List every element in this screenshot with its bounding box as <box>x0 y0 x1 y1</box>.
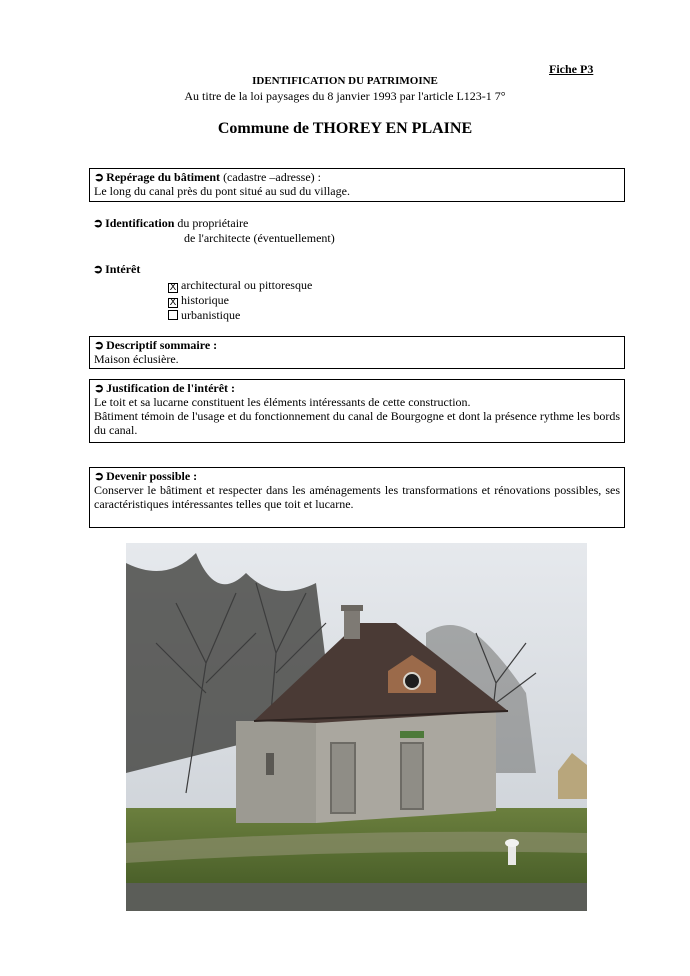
justification-line-2: Bâtiment témoin de l'usage et du fonctionnement du canal de Bourgogne et dont la présence rythme les bords du canal. <box>94 409 620 437</box>
building-photo <box>126 543 587 911</box>
justification-label: Justification de l'intérêt : <box>106 381 236 395</box>
dormer-oculus <box>404 673 420 689</box>
arrow-icon: ➲ <box>94 170 105 184</box>
checkbox-checked-icon[interactable]: X <box>169 282 177 293</box>
reperage-text: Le long du canal près du pont situé au sud du village. <box>94 184 350 198</box>
interet-option-urbanistique[interactable] <box>168 308 623 323</box>
identification-architect: de l'architecte (éventuellement) <box>184 231 335 245</box>
arrow-icon: ➲ <box>94 469 105 483</box>
checkbox-checked-icon[interactable]: X <box>169 297 177 308</box>
chimney <box>344 609 360 639</box>
house-side-wall <box>236 721 316 823</box>
interet-option-historique[interactable] <box>168 293 623 308</box>
lock-house-illustration <box>126 543 587 911</box>
bollard-top <box>505 839 519 847</box>
interet-section <box>93 262 623 323</box>
sign-panel <box>400 731 424 738</box>
arrow-icon: ➲ <box>94 338 105 352</box>
canal-edge <box>126 883 587 911</box>
document-title: IDENTIFICATION DU PATRIMOINE <box>252 75 438 87</box>
reperage-note: (cadastre –adresse) : <box>220 170 322 184</box>
option-label: urbanistique <box>181 308 241 322</box>
descriptif-text: Maison éclusière. <box>94 352 179 366</box>
identification-owner: du propriétaire <box>174 216 249 230</box>
devenir-box <box>89 467 625 528</box>
descriptif-label: Descriptif sommaire : <box>106 338 218 352</box>
justification-box <box>89 379 625 443</box>
fiche-number: Fiche P3 <box>549 62 594 76</box>
bricked-door-left <box>331 743 355 813</box>
identification-section <box>93 216 623 246</box>
devenir-label: Devenir possible : <box>106 469 198 483</box>
interet-option-architectural[interactable] <box>168 278 623 293</box>
interet-label: Intérêt <box>105 262 141 276</box>
identification-label: Identification <box>105 216 175 230</box>
descriptif-box <box>89 336 625 369</box>
arrow-icon: ➲ <box>93 262 104 276</box>
reperage-box <box>89 168 625 202</box>
arrow-icon: ➲ <box>93 216 104 230</box>
reperage-label: Repérage du bâtiment <box>106 170 221 184</box>
document-subtitle: Au titre de la loi paysages du 8 janvier 1993 par l'article L123-1 7° <box>184 89 506 103</box>
commune-title: Commune de THOREY EN PLAINE <box>217 120 473 137</box>
option-label: historique <box>181 293 229 307</box>
arrow-icon: ➲ <box>94 381 105 395</box>
devenir-text: Conserver le bâtiment et respecter dans les aménagements les transformations et rénovations possibles, ses caractéristiques intéressantes telles que toit et lucarne. <box>94 483 620 511</box>
bricked-door-right <box>401 743 423 809</box>
checkbox-empty-icon[interactable] <box>168 310 178 320</box>
side-window <box>266 753 274 775</box>
option-label: architectural ou pittoresque <box>181 278 313 292</box>
justification-line-1: Le toit et sa lucarne constituent les éléments intéressants de cette construction. <box>94 395 471 409</box>
